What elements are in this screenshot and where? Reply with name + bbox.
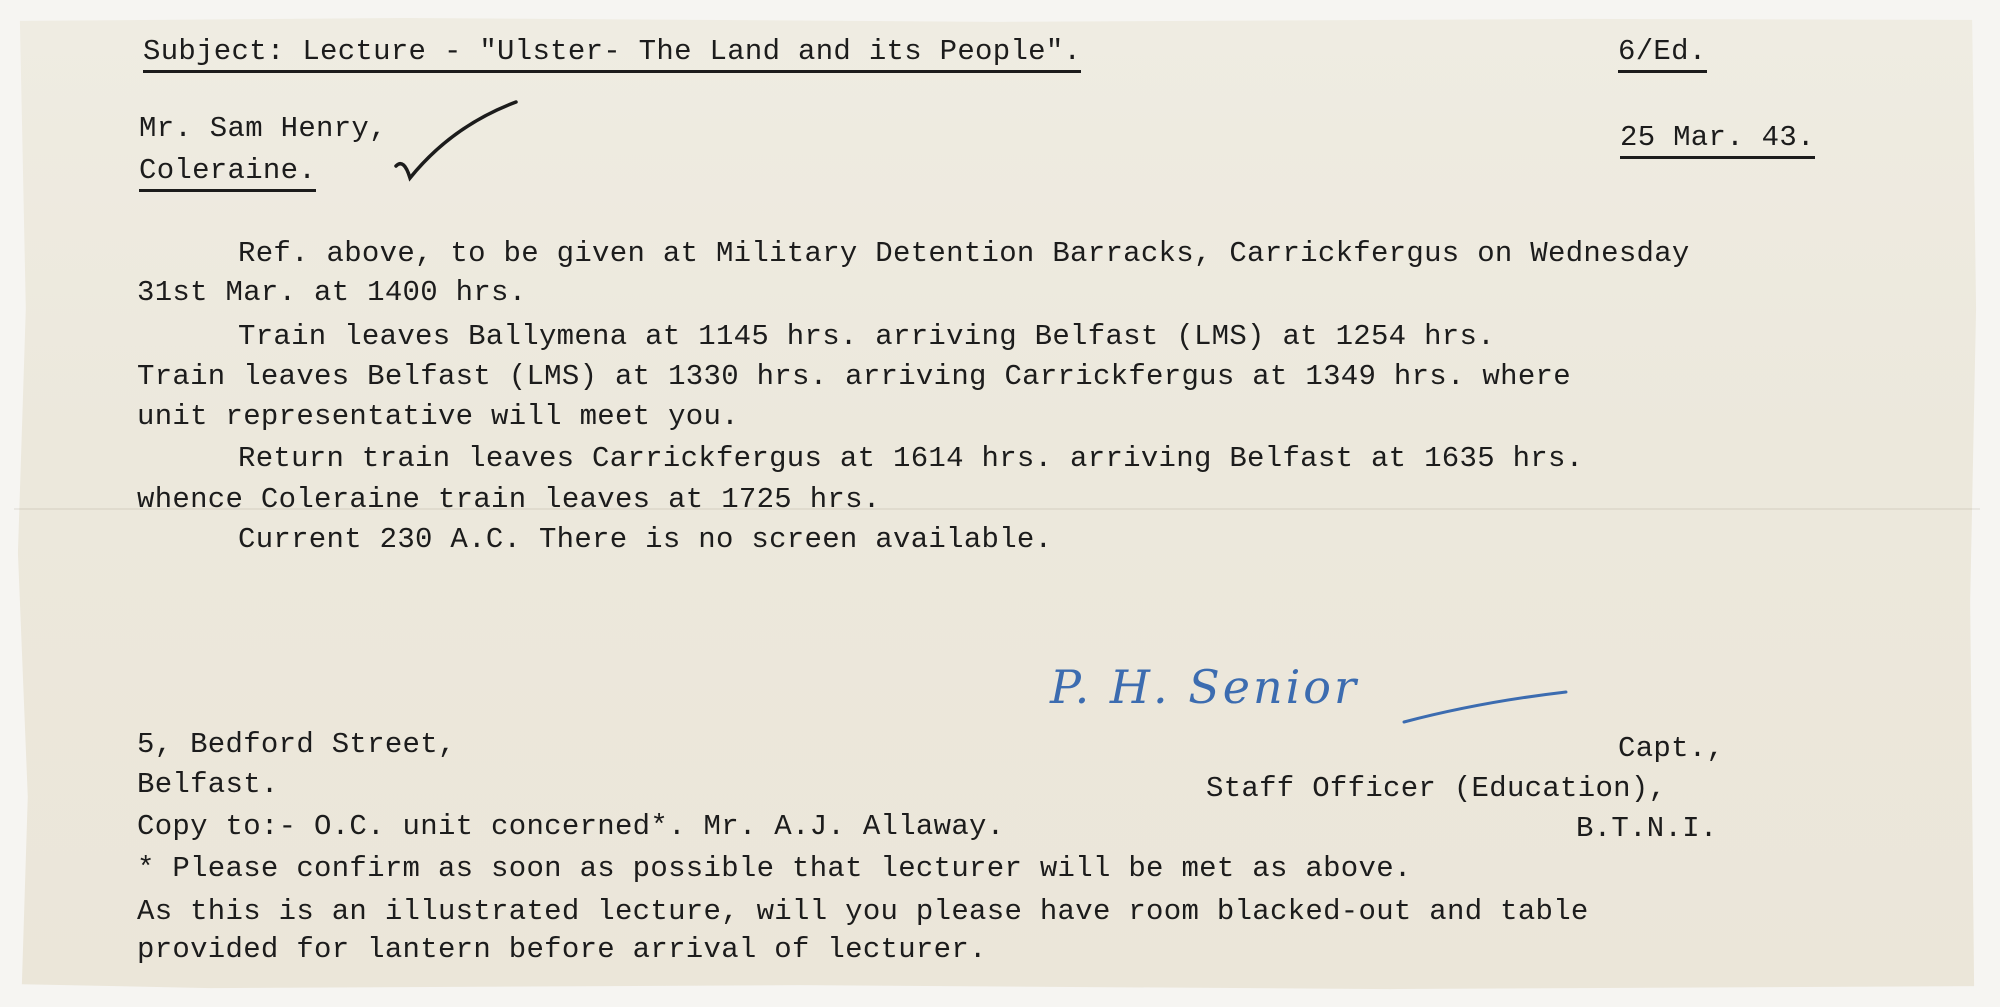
footnote-illustrated: As this is an illustrated lecture, will you please have room blacked-out and table (137, 895, 1589, 928)
checkmark-icon (392, 96, 522, 186)
signature-underline-stroke (1400, 688, 1570, 728)
sender-address-street: 5, Bedford Street, (137, 728, 456, 761)
sender-office: Staff Officer (Education), (1206, 772, 1667, 805)
addressee-name: Mr. Sam Henry, (139, 112, 387, 145)
reference-number: 6/Ed. (1618, 35, 1707, 73)
body-line-8: Current 230 A.C. There is no screen available. (238, 523, 1053, 556)
copy-to-line: Copy to:- O.C. unit concerned*. Mr. A.J. Allaway. (137, 810, 1005, 843)
body-line-6: Return train leaves Carrickfergus at 1614 hrs. arriving Belfast at 1635 hrs. (238, 442, 1584, 475)
addressee-place: Coleraine. (139, 154, 316, 192)
sender-address-city: Belfast. (137, 768, 279, 801)
body-line-3: Train leaves Ballymena at 1145 hrs. arriving Belfast (LMS) at 1254 hrs. (238, 320, 1495, 353)
sender-unit: B.T.N.I. (1576, 812, 1718, 845)
handwritten-signature: P. H. Senior (1050, 660, 1359, 714)
body-line-2: 31st Mar. at 1400 hrs. (137, 276, 527, 309)
footnote-confirm: * Please confirm as soon as possible that lecturer will be met as above. (137, 852, 1412, 885)
sender-rank: Capt., (1618, 732, 1725, 765)
body-line-5: unit representative will meet you. (137, 400, 739, 433)
footnote-lantern: provided for lantern before arrival of lecturer. (137, 933, 987, 966)
body-line-1: Ref. above, to be given at Military Detention Barracks, Carrickfergus on Wednesday (238, 237, 1690, 270)
letter-date: 25 Mar. 43. (1620, 121, 1815, 159)
subject-line: Subject: Lecture - "Ulster- The Land and its People". (143, 35, 1081, 73)
body-line-4: Train leaves Belfast (LMS) at 1330 hrs. arriving Carrickfergus at 1349 hrs. where (137, 360, 1571, 393)
body-line-7: whence Coleraine train leaves at 1725 hrs. (137, 483, 881, 516)
